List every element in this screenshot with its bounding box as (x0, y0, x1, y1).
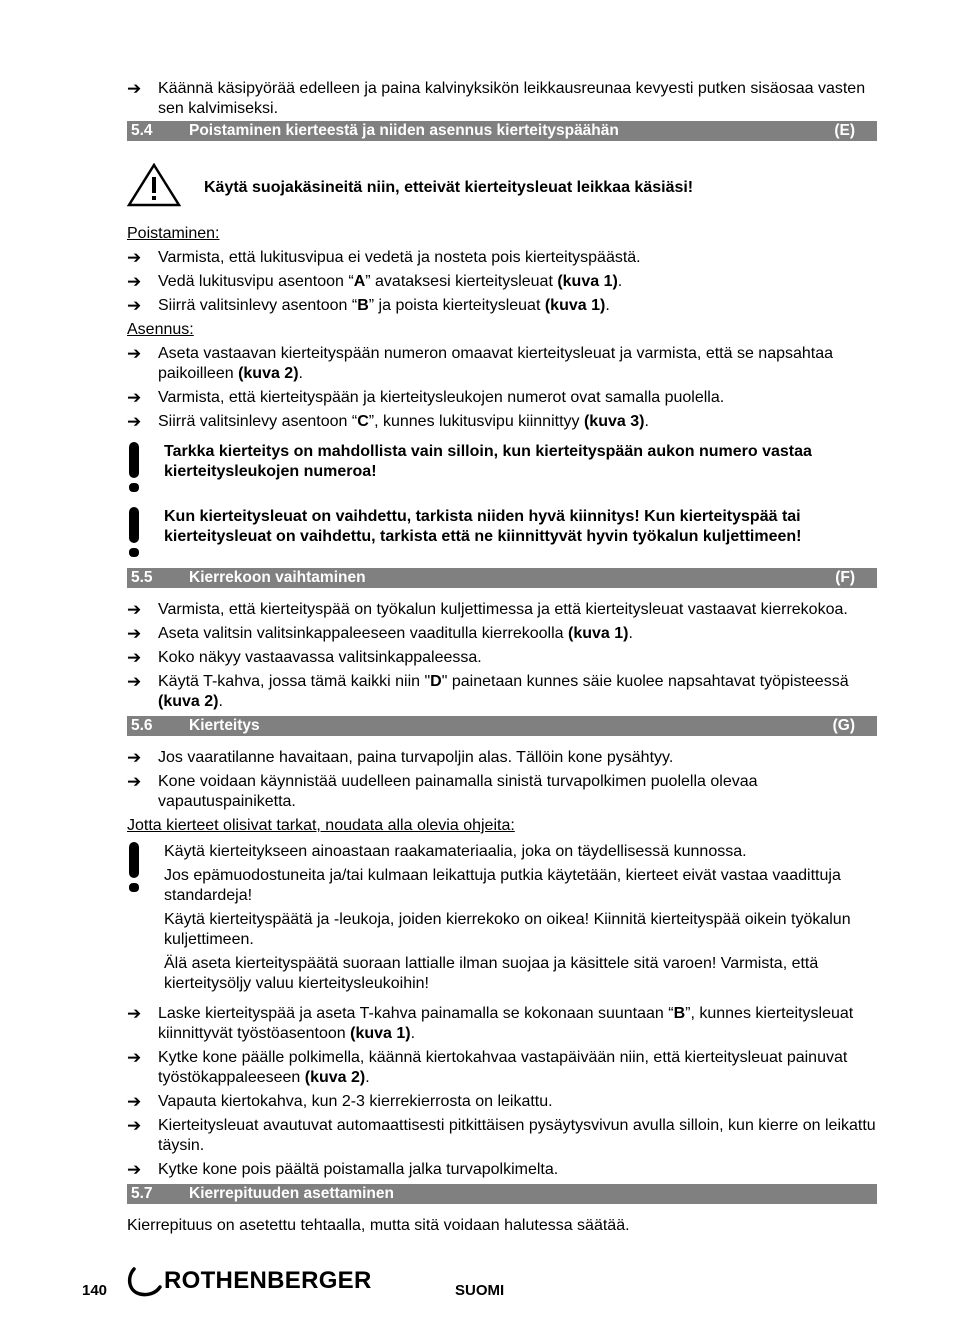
bullet-item: ➔ Varmista, että lukitusvipua ei vedetä ja nosteta pois kierteityspäästä. (127, 248, 641, 267)
arrow-right-icon: ➔ (127, 1004, 142, 1023)
page-footer (0, 1261, 954, 1311)
install-list (127, 344, 877, 432)
bullet-item: ➔ Käytä T-kahva, jossa tämä kaikki niin "D" painetaan kunnes säie kuolee napsahtavat työpisteessä (kuva 2). (127, 672, 849, 710)
removal-list (127, 248, 877, 316)
section-header-5-6: 5.6 Kierteitys (G) (127, 716, 877, 736)
arrow-right-icon: ➔ (127, 296, 142, 315)
arrow-right-icon: ➔ (127, 772, 142, 791)
section-header-5-7: 5.7 Kierrepituuden asettaminen (127, 1184, 877, 1204)
arrow-right-icon: ➔ (127, 624, 142, 643)
bullet-item: ➔ Käännä käsipyörää edelleen ja paina kalvinyksikön leikkausreunaa kevyesti putken sisäosaa vasten sen kalvimiseksi. (127, 79, 866, 117)
accuracy-note: Älä aseta kierteityspäätä suoraan lattialle ilman suojaa ja käsittele sitä varoen! Varmista, että kierteitysöljy valuu kierteitysleukoihin! (164, 955, 819, 992)
section-header-5-4: 5.4 Poistaminen kierteestä ja niiden asennus kierteityspäähän (E) (127, 121, 877, 141)
bullet-item: ➔ Laske kierteityspää ja aseta T-kahva painamalla se kokonaan suuntaan “B”, kunnes kierteitysleuat kiinnittyvät työstöasentoon (kuva 1). (127, 1004, 854, 1042)
arrow-right-icon: ➔ (127, 1048, 142, 1067)
bullet-item: ➔ Kierteitysleuat avautuvat automaattisesti pitkittäisen pysäytysvivun avulla silloin, kun kierre on leikattu täysin. (127, 1116, 876, 1154)
accuracy-heading: Jotta kierteet olisivat tarkat, noudata alla olevia ohjeita: (127, 817, 515, 834)
bullet-item: ➔ Siirrä valitsinlevy asentoon “C”, kunnes lukitusvipu kiinnittyy (kuva 3). (127, 412, 649, 431)
arrow-right-icon: ➔ (127, 272, 142, 291)
exclamation-icon (127, 842, 164, 897)
arrow-right-icon: ➔ (127, 79, 142, 98)
arrow-right-icon: ➔ (127, 672, 142, 691)
bullet-item: ➔ Vedä lukitusvipu asentoon “A” avataksesi kierteitysleuat (kuva 1). (127, 272, 623, 291)
language-label: SUOMI (455, 1282, 505, 1299)
section-header-5-5: 5.5 Kierrekoon vaihtaminen (F) (127, 568, 877, 588)
accuracy-note: Käytä kierteityspäätä ja -leukoja, joiden kierrekoko on oikea! Kiinnitä kierteityspää oikein työkalun kuljettimeen. (164, 911, 851, 948)
arrow-right-icon: ➔ (127, 344, 142, 363)
bullet-item: ➔ Aseta valitsin valitsinkappaleeseen vaaditulla kierrekoolla (kuva 1). (127, 624, 633, 643)
bullet-item: ➔ Varmista, että kierteityspää on työkalun kuljettimessa ja että kierteitysleuat vastaavat kierrekokoa. (127, 600, 848, 619)
arrow-right-icon: ➔ (127, 388, 142, 407)
bullet-item: ➔ Vapauta kiertokahva, kun 2-3 kierrekierrosta on leikattu. (127, 1092, 553, 1111)
accuracy-note: Käytä kierteitykseen ainoastaan raakamateriaalia, joka on täydellisessä kunnossa. (164, 843, 747, 860)
accuracy-note: Jos epämuodostuneita ja/tai kulmaan leikattuja putkia käytetään, kierteet eivät vastaa vaadittuja standardeja! (164, 867, 841, 904)
arrow-right-icon: ➔ (127, 1092, 142, 1111)
accuracy-notes (164, 842, 877, 998)
bullet-item: ➔ Aseta vastaavan kierteityspään numeron omaavat kierteitysleuat ja varmista, että se napsahtaa paikoilleen (kuva 2). (127, 344, 834, 382)
brand-logo: ROTHENBERGER (126, 1261, 372, 1301)
note-box: Kun kierteitysleuat on vaihdettu, tarkista niiden hyvä kiinnitys! Kun kierteityspää tai kierteitysleuat on vaihdettu, tarkista että ne kiinnittyvät hyvin työkalun kuljettimeen! (127, 507, 877, 562)
arrow-right-icon: ➔ (127, 600, 142, 619)
size-list (127, 600, 877, 712)
arrow-right-icon: ➔ (127, 648, 142, 667)
bullet-item: ➔ Koko näkyy vastaavassa valitsinkappaleessa. (127, 648, 482, 667)
note-box (127, 842, 877, 998)
exclamation-icon (127, 442, 164, 497)
bullet-item: ➔ Kytke kone päälle polkimella, käännä kiertokahvaa vastapäivään niin, että kierteitysleuat painuvat työstökappaleeseen (kuva 2). (127, 1048, 848, 1086)
bullet-item: ➔ Kytke kone pois päältä poistamalla jalka turvapolkimelta. (127, 1160, 559, 1179)
arrow-right-icon: ➔ (127, 1116, 142, 1135)
arrow-right-icon: ➔ (127, 412, 142, 431)
bullet-item: ➔ Kone voidaan käynnistää uudelleen painamalla sinistä turvapolkimen puolella olevaa vapautuspainiketta. (127, 772, 758, 810)
exclamation-icon (127, 507, 164, 562)
arrow-right-icon: ➔ (127, 748, 142, 767)
bullet-item: ➔ Siirrä valitsinlevy asentoon “B” ja poista kierteitysleuat (kuva 1). (127, 296, 610, 315)
threading-list (127, 748, 877, 812)
bullet-item: ➔ Jos vaaratilanne havaitaan, paina turvapoljin alas. Tällöin kone pysähtyy. (127, 748, 674, 767)
logo-swoosh-icon (126, 1263, 162, 1299)
install-heading: Asennus: (127, 321, 194, 338)
arrow-right-icon: ➔ (127, 248, 142, 267)
removal-heading: Poistaminen: (127, 225, 220, 242)
arrow-right-icon: ➔ (127, 1160, 142, 1179)
bullet-item: ➔ Varmista, että kierteityspään ja kierteitysleukojen numerot ovat samalla puolella. (127, 388, 725, 407)
page-content (127, 79, 877, 1240)
warning-box: Käytä suojakäsineitä niin, etteivät kierteitysleuat leikkaa käsiäsi! (127, 163, 877, 212)
warning-triangle-icon (127, 163, 204, 212)
note-box: Tarkka kierteitys on mahdollista vain silloin, kun kierteityspään aukon numero vastaa kierteitysleukojen numeroa! (127, 442, 877, 497)
page-number: 140 (82, 1282, 108, 1299)
paragraph: Kierrepituus on asetettu tehtaalla, mutta sitä voidaan halutessa säätää. (127, 1217, 630, 1234)
threading-steps (127, 1004, 877, 1180)
